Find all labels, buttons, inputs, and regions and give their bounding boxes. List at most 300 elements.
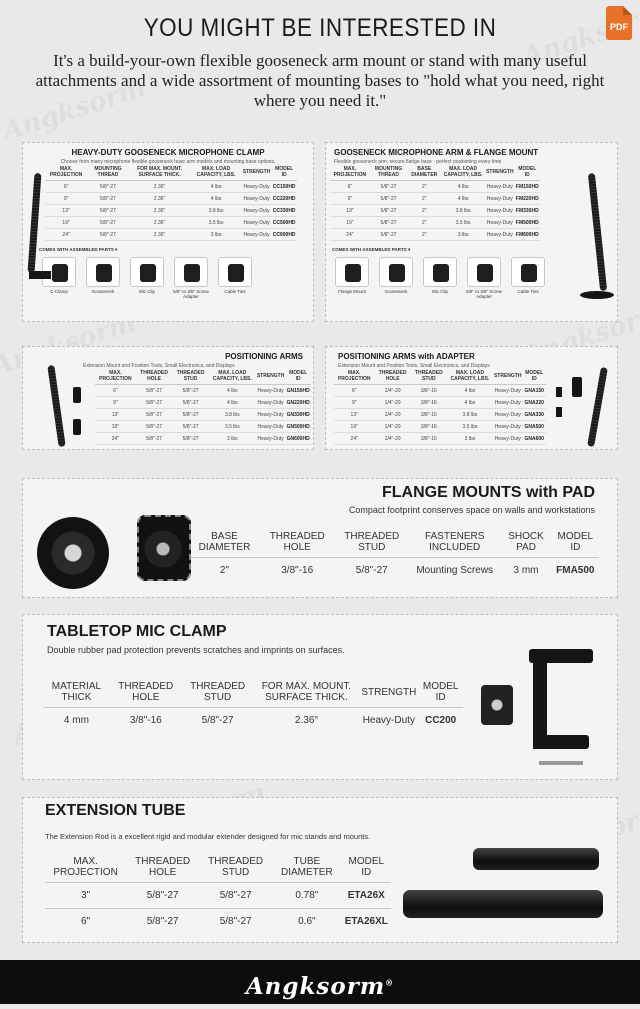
spec-table (95, 369, 311, 445)
table-cell: Heavy-Duty (242, 181, 272, 193)
table-row (95, 409, 311, 421)
table-cell: 9" (334, 397, 374, 409)
part-label: 5/8" to 3/8" Screw Adapter (466, 289, 502, 299)
table-row (95, 385, 311, 397)
part-label: Gooseneck (384, 289, 408, 294)
table-row (45, 217, 297, 229)
table-cell: Heavy-Duty (256, 385, 286, 397)
table-cell: FM330HD (515, 205, 540, 217)
table-row (45, 883, 391, 909)
column-header: STRENGTH (242, 165, 272, 181)
part-image (174, 257, 208, 287)
table-cell: 5/8"-27 (182, 708, 254, 734)
table-cell: 3.8 lbs (190, 205, 241, 217)
table-cell: FMA500 (552, 558, 599, 584)
part-label: Cable Ties (224, 289, 246, 294)
column-header: MODEL ID (422, 681, 459, 703)
card-tabletop-clamp (22, 614, 618, 780)
table-row (43, 708, 463, 734)
table-cell: 1/4"-20 (374, 409, 410, 421)
column-header: STRENGTH (485, 165, 515, 181)
table-row (330, 229, 540, 241)
table-cell: 3/8"-16 (110, 708, 182, 734)
part-image (379, 257, 413, 287)
table-cell: 6" (334, 385, 374, 397)
table-cell: 4 lbs (447, 397, 493, 409)
table-cell: Heavy-Duty (485, 193, 515, 205)
table-cell: 3/8"-16 (411, 385, 447, 397)
table-cell: 3.5 lbs (190, 217, 241, 229)
table-row (334, 397, 546, 409)
table-cell: 5/8"-27 (172, 385, 209, 397)
table-cell: 3 lbs (209, 433, 256, 445)
table-cell: 5/8"-27 (87, 205, 129, 217)
table-cell: Heavy-Duty (242, 229, 272, 241)
adapter-image (556, 387, 562, 397)
card-title: TABLETOP MIC CLAMP (47, 623, 227, 640)
table-cell: 24" (334, 433, 374, 445)
table-cell: GN330HD (285, 409, 311, 421)
table-header-row (189, 527, 599, 558)
column-header: MAX. PROJECTION (334, 369, 374, 385)
table-cell: 5/8"-27 (136, 409, 173, 421)
card-flange-mounts (22, 478, 618, 598)
column-header: THREADED STUD (344, 531, 400, 553)
card-title: FLANGE MOUNTS with PAD (381, 484, 595, 501)
brand-logo: Angksorm® (245, 972, 395, 1000)
table-cell: 3 lbs (447, 433, 493, 445)
column-header: MODEL ID (348, 856, 385, 878)
table-cell: 5/8"-27 (370, 205, 408, 217)
table-cell: 3/8"-16 (411, 397, 447, 409)
part-image (86, 257, 120, 287)
table-cell: Heavy-Duty (485, 217, 515, 229)
table-cell: 3.8 lbs (209, 409, 256, 421)
table-cell: 5/8"-27 (370, 217, 408, 229)
table-cell: 2.36" (254, 708, 360, 734)
card-title: POSITIONING ARMS with ADAPTER (338, 352, 475, 361)
table-cell: ETA26X (342, 883, 391, 909)
part-item (508, 257, 548, 299)
column-header: MAX. LOAD CAPACITY, LBS. (190, 165, 241, 181)
table-cell: GNA220 (522, 397, 546, 409)
card-subtitle: Extension Mount and Position Tools, Small Electronics, and Displays (83, 363, 235, 369)
adapter-image (556, 407, 562, 417)
table-cell: 5/8"-27 (126, 883, 199, 909)
column-header: STRENGTH (493, 369, 523, 385)
page-title: YOU MIGHT BE INTERESTED IN (143, 14, 497, 42)
table-cell: 2" (189, 558, 260, 584)
table-row (95, 397, 311, 409)
table-cell: 1/4"-20 (374, 433, 410, 445)
column-header: MAX. LOAD CAPACITY, LBS. (447, 369, 493, 385)
footer-brand-bar (0, 960, 640, 1004)
table-cell: 2" (407, 229, 441, 241)
table-cell: 13" (95, 409, 136, 421)
table-cell: 5/8"-27 (136, 433, 173, 445)
card-subtitle: Flexible gooseneck arm, secure flange base - perfect positioning every time (334, 159, 502, 165)
table-header-row (45, 165, 297, 181)
spec-table (43, 677, 463, 733)
card-gooseneck-flange (325, 142, 618, 322)
table-cell: 24" (45, 229, 87, 241)
table-row (45, 205, 297, 217)
comes-with-label: COMES WITH ASSEMBLED PARTS ▾ (332, 247, 411, 252)
table-row (95, 433, 311, 445)
table-cell: Heavy-Duty (493, 421, 523, 433)
table-cell: 3/8"-16 (411, 433, 447, 445)
table-header-row (95, 369, 311, 385)
card-subtitle: Extension Mount and Position Tools, Small Electronics, and Displays (338, 363, 490, 369)
table-cell: 5/8"-27 (87, 229, 129, 241)
part-label: Mic Clip (138, 289, 155, 294)
flange-image (580, 291, 614, 299)
pdf-label: PDF (610, 22, 628, 32)
table-cell: CC220HD (271, 193, 297, 205)
card-positioning-arms (22, 346, 314, 450)
table-cell: Heavy-Duty (256, 433, 286, 445)
table-cell: 9" (45, 193, 87, 205)
table-cell: Heavy-Duty (485, 205, 515, 217)
table-cell: 4 lbs (190, 181, 241, 193)
table-cell: 24" (95, 433, 136, 445)
table-cell: 5/8"-27 (172, 433, 209, 445)
column-header: MODEL ID (557, 531, 594, 553)
table-cell: 5/8"-27 (370, 181, 408, 193)
card-subtitle: Compact footprint conserves space on walls and workstations (348, 505, 595, 515)
table-row (334, 433, 546, 445)
table-cell: Heavy-Duty (256, 409, 286, 421)
table-row (189, 558, 599, 584)
chevron-down-icon: ▾ (408, 247, 411, 252)
table-cell: Heavy-Duty (493, 397, 523, 409)
table-cell: CC600HD (271, 229, 297, 241)
table-cell: Heavy-Duty (493, 385, 523, 397)
table-cell: 3.5 lbs (209, 421, 256, 433)
table-cell: 3.8 lbs (441, 205, 485, 217)
chevron-down-icon: ▾ (115, 247, 118, 252)
table-cell: 19" (45, 217, 87, 229)
column-header: MAX. PROJECTION (95, 369, 136, 385)
table-cell: 4 lbs (209, 385, 256, 397)
table-cell: 2.36" (129, 205, 191, 217)
page-header (0, 0, 640, 138)
table-cell: CC200 (418, 708, 463, 734)
table-cell: Heavy-Duty (242, 205, 272, 217)
table-row (330, 205, 540, 217)
table-cell: 4 lbs (441, 181, 485, 193)
part-item (376, 257, 416, 299)
table-cell: Heavy-Duty (493, 433, 523, 445)
table-cell: 9" (330, 193, 370, 205)
column-header: MODEL ID (271, 165, 297, 181)
table-cell: 5/8"-27 (87, 181, 129, 193)
part-image (467, 257, 501, 287)
table-cell: 9" (95, 397, 136, 409)
card-title: GOOSENECK MICROPHONE ARM & FLANGE MOUNT (334, 148, 539, 157)
card-gooseneck-clamp (22, 142, 314, 322)
table-cell: 3" (45, 883, 126, 909)
comes-with-label: COMES WITH ASSEMBLED PARTS ▾ (39, 247, 118, 252)
table-cell: 19" (330, 217, 370, 229)
table-cell: 2.36" (129, 229, 191, 241)
part-label: Gooseneck (91, 289, 115, 294)
table-cell: GN150HD (285, 385, 311, 397)
column-header: SHOCK PAD (508, 531, 544, 553)
table-cell: 1/4"-20 (374, 385, 410, 397)
table-cell: 3/8"-16 (411, 409, 447, 421)
table-cell: FM150HD (515, 181, 540, 193)
table-row (334, 421, 546, 433)
tube-long-image (403, 890, 603, 918)
table-cell: 2.36" (129, 193, 191, 205)
table-row (330, 217, 540, 229)
card-extension-tube (22, 797, 618, 943)
table-cell: 5/8"-27 (199, 909, 272, 935)
table-cell: 0.78" (272, 883, 341, 909)
table-cell: 3 lbs (441, 229, 485, 241)
table-cell: 13" (330, 205, 370, 217)
table-cell: 4 lbs (447, 385, 493, 397)
spec-table (330, 165, 540, 241)
table-cell: 4 lbs (441, 193, 485, 205)
spec-table (189, 527, 599, 583)
table-cell: Mounting Screws (409, 558, 500, 584)
column-header: STRENGTH (256, 369, 286, 385)
table-cell: 5/8"-27 (87, 193, 129, 205)
column-header: MODEL ID (522, 369, 546, 385)
table-cell: 3/8"-16 (260, 558, 335, 584)
column-header: THREADED STUD (208, 856, 264, 878)
table-cell: 2.36" (129, 181, 191, 193)
column-header: THREADED HOLE (374, 369, 410, 385)
table-row (45, 909, 391, 935)
clamp-image (533, 649, 547, 749)
table-cell: 0.6" (272, 909, 341, 935)
column-header: MODEL ID (515, 165, 540, 181)
screw-image (539, 761, 583, 765)
table-row (95, 421, 311, 433)
table-row (330, 193, 540, 205)
part-label: 5/8" to 3/8" Screw Adapter (173, 289, 209, 299)
adapter-image (481, 685, 513, 725)
table-cell: GNA330 (522, 409, 546, 421)
table-cell: 2" (407, 217, 441, 229)
table-row (45, 181, 297, 193)
spec-table (334, 369, 546, 445)
flange-image (37, 517, 109, 589)
table-cell: 2" (407, 181, 441, 193)
table-cell: GNA500 (522, 421, 546, 433)
table-header-row (45, 852, 391, 883)
column-header: MOUNTING THREAD (370, 165, 408, 181)
table-cell: 3.8 lbs (447, 409, 493, 421)
table-cell: 2" (407, 205, 441, 217)
part-item (332, 257, 372, 299)
stud-image (572, 377, 582, 397)
table-cell: GNA150 (522, 385, 546, 397)
column-header: FASTENERS INCLUDED (424, 531, 485, 553)
column-header: MATERIAL THICK (51, 681, 102, 703)
table-cell: 5/8"-27 (199, 883, 272, 909)
column-header: MODEL ID (285, 369, 311, 385)
table-cell: Heavy-Duty (242, 217, 272, 229)
table-cell: 5/8"-27 (136, 397, 173, 409)
table-cell: 5/8"-27 (87, 217, 129, 229)
gooseneck-image (47, 365, 65, 447)
table-cell: 6" (330, 181, 370, 193)
table-row (330, 181, 540, 193)
card-subtitle: The Extension Rod is a excellent rigid and modular extender designed for mic stands and mounts. (45, 832, 371, 841)
column-header: MAX. LOAD CAPACITY, LBS. (441, 165, 485, 181)
table-cell: 19" (334, 421, 374, 433)
table-cell: CC500HD (271, 217, 297, 229)
table-cell: 5/8"-27 (172, 409, 209, 421)
column-header: THREADED HOLE (135, 856, 191, 878)
table-cell: Heavy-Duty (485, 181, 515, 193)
table-cell: 4 lbs (190, 193, 241, 205)
column-header: BASE DIAMETER (198, 531, 251, 553)
table-cell: 2" (407, 193, 441, 205)
part-image (218, 257, 252, 287)
table-row (334, 385, 546, 397)
part-item (83, 257, 123, 299)
column-header: BASE DIAMETER (407, 165, 441, 181)
table-cell: FM220HD (515, 193, 540, 205)
table-cell: Heavy-Duty (359, 708, 418, 734)
table-header-row (43, 677, 463, 708)
card-title: POSITIONING ARMS (225, 352, 303, 361)
table-cell: Heavy-Duty (485, 229, 515, 241)
flange-closeup-image (137, 515, 191, 581)
table-cell: FM600HD (515, 229, 540, 241)
card-title: HEAVY-DUTY GOOSENECK MICROPHONE CLAMP (71, 148, 265, 157)
column-header: THREADED HOLE (269, 531, 325, 553)
table-cell: 2.36" (129, 217, 191, 229)
table-cell: CC150HD (271, 181, 297, 193)
card-positioning-arms-adapter (325, 346, 618, 450)
table-cell: Heavy-Duty (493, 409, 523, 421)
table-cell: 13" (45, 205, 87, 217)
table-cell: 4 lbs (209, 397, 256, 409)
stud-image (73, 419, 81, 435)
parts-list (39, 257, 313, 299)
table-cell: 1/4"-20 (374, 421, 410, 433)
column-header: MOUNTING THREAD (87, 165, 129, 181)
column-header: THREADED STUD (411, 369, 447, 385)
table-cell: FM500HD (515, 217, 540, 229)
table-cell: GN600HD (285, 433, 311, 445)
table-cell: Heavy-Duty (256, 397, 286, 409)
part-image (130, 257, 164, 287)
intro-text: It's a build-your-own flexible gooseneck arm mount or stand with many useful attachments and a wide assortment of mounting bases to "hold what you need, right where you need it." (35, 51, 605, 110)
part-label: Mic Clip (431, 289, 448, 294)
table-row (45, 229, 297, 241)
table-cell: 3.5 lbs (447, 421, 493, 433)
part-image (423, 257, 457, 287)
part-item (420, 257, 460, 299)
part-label: Flange Mount (338, 289, 366, 294)
part-item (171, 257, 211, 299)
spec-table (45, 165, 297, 241)
part-label: C-Clamp (50, 289, 68, 294)
table-cell: 24" (330, 229, 370, 241)
table-cell: 6" (45, 909, 126, 935)
parts-list (332, 257, 617, 299)
part-image (335, 257, 369, 287)
table-cell: 4 mm (43, 708, 110, 734)
table-cell: 3 mm (500, 558, 551, 584)
gooseneck-image (587, 367, 608, 447)
card-subtitle: Choose from many microphone flexible gooseneck hose arm models and mounting base options. (60, 159, 276, 165)
part-item (215, 257, 255, 299)
column-header: MAX. PROJECTION (53, 856, 118, 878)
part-image (511, 257, 545, 287)
column-header: FOR MAX. MOUNT. SURFACE THICK. (261, 681, 352, 703)
part-item (127, 257, 167, 299)
column-header: MAX. PROJECTION (330, 165, 370, 181)
table-cell: Heavy-Duty (242, 193, 272, 205)
table-cell: 13" (334, 409, 374, 421)
column-header: MAX. PROJECTION (45, 165, 87, 181)
stud-image (73, 387, 81, 403)
table-cell: ETA26XL (342, 909, 391, 935)
part-label: Cable Ties (517, 289, 539, 294)
table-cell: 3/8"-16 (411, 421, 447, 433)
table-header-row (330, 165, 540, 181)
table-cell: 5/8"-27 (136, 421, 173, 433)
column-header: THREADED HOLE (136, 369, 173, 385)
table-cell: 5/8"-27 (370, 229, 408, 241)
table-cell: 5/8"-27 (136, 385, 173, 397)
table-row (334, 409, 546, 421)
spec-table (45, 852, 391, 934)
card-title: EXTENSION TUBE (45, 802, 186, 819)
table-cell: 6" (45, 181, 87, 193)
table-header-row (334, 369, 546, 385)
table-cell: 5/8"-27 (126, 909, 199, 935)
clamp-image (533, 735, 589, 749)
tube-short-image (473, 848, 599, 870)
table-cell: GNA600 (522, 433, 546, 445)
table-row (45, 193, 297, 205)
table-cell: 3.5 lbs (441, 217, 485, 229)
column-header: FOR MAX. MOUNT. SURFACE THICK. (129, 165, 191, 181)
clamp-image (29, 271, 51, 279)
card-subtitle: Double rubber pad protection prevents scratches and imprints on surfaces. (47, 645, 345, 655)
table-cell: 1/4"-20 (374, 397, 410, 409)
column-header: THREADED STUD (172, 369, 209, 385)
table-cell: 5/8"-27 (172, 421, 209, 433)
table-cell: 3 lbs (190, 229, 241, 241)
table-cell: CC330HD (271, 205, 297, 217)
column-header: TUBE DIAMETER (281, 856, 333, 878)
column-header: STRENGTH (361, 686, 417, 698)
column-header: MAX. LOAD CAPACITY, LBS. (209, 369, 256, 385)
part-item (464, 257, 504, 299)
column-header: THREADED HOLE (118, 681, 174, 703)
table-cell: 6" (95, 385, 136, 397)
column-header: THREADED STUD (190, 681, 246, 703)
table-cell: GN500HD (285, 421, 311, 433)
pdf-icon[interactable] (606, 6, 632, 40)
table-cell: GN220HD (285, 397, 311, 409)
table-cell: 5/8"-27 (334, 558, 409, 584)
table-cell: 5/8"-27 (370, 193, 408, 205)
table-cell: 5/8"-27 (172, 397, 209, 409)
table-cell: 19" (95, 421, 136, 433)
table-cell: Heavy-Duty (256, 421, 286, 433)
